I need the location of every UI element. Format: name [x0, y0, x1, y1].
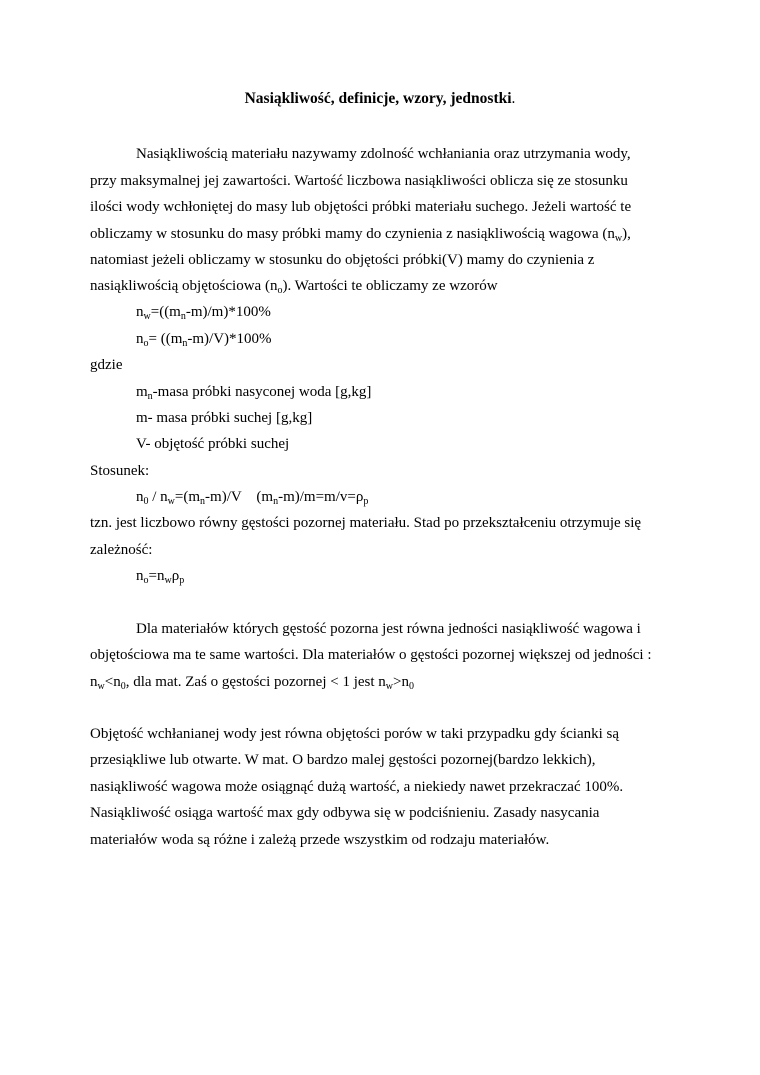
para1-line4: obliczamy w stosunku do masy próbki mamy do czynienia z nasiąkliwością wagowa $(n_w)$, [90, 226, 631, 244]
para1-line5: natomiast jeżeli obliczamy w stosunku do objętości próbki(V) mamy do czynienia z [90, 252, 595, 268]
para2-line1: Dla materiałów których gęstość pozorna jest równa jedności nasiąkliwość wagowa i [136, 621, 641, 637]
para3-line1: Objętość wchłanianej wody jest równa objętości porów w taki przypadku gdy ścianki są [90, 726, 620, 742]
definition-mn: $m_n$-masa próbki nasyconej woda [g,kg] [136, 384, 372, 402]
para2-line2: objętościowa ma te same wartości. Dla materiałów o gęstości pozornej większej od jedności : [90, 647, 652, 663]
ratio-formula: $n_0 / n_w=(m_n-m)/V$ $(m_n-m)/m=m/v=\rho_p$ [136, 489, 369, 507]
definition-m: m- masa próbki suchej [g,kg] [136, 410, 313, 426]
para1-line2: przy maksymalnej jej zawartości. Wartość liczbowa nasiąkliwości oblicza się ze stosunku [90, 173, 628, 189]
formula-no-relation: $n_o=n_w\rho_p$ [136, 568, 185, 586]
tzn-line2: zależność: [90, 542, 153, 558]
definition-v: V- objętość próbki suchej [136, 436, 290, 452]
formula-nw: $n_w=((m_n-m)/m)*100\%$ [136, 304, 271, 322]
para1-line3: ilości wody wchłoniętej do masy lub objętości próbki materiału suchego. Jeżeli wartość te [90, 199, 632, 215]
para3-line4: Nasiąkliwość osiąga wartość max gdy odbywa się w podciśnieniu. Zasady nasycania [90, 805, 600, 821]
formula-no: $n_o= ((m_n-m)/V)*100\%$ [136, 331, 272, 349]
para2-line3: $n_w<n_0$, dla mat. Zaś o gęstości pozornej < 1 jest $n_w>n_0$ [90, 674, 414, 692]
tzn-line1: tzn. jest liczbowo równy gęstości pozornej materiału. Stad po przekształceniu otrzymuje się [90, 515, 642, 531]
gdzie-label: gdzie [90, 357, 123, 373]
para3-line2: przesiąkliwe lub otwarte. W mat. O bardzo malej gęstości pozornej(bardzo lekkich), [90, 752, 596, 768]
para1-line6: nasiąkliwością objętościowa $(n_o)$. Wartości te obliczamy ze wzorów [90, 278, 498, 296]
para3-line5: materiałów woda są różne i zależą przede wszystkim od rodzaju materiałów. [90, 832, 550, 848]
para1-line1: Nasiąkliwością materiału nazywamy zdolność wchłaniania oraz utrzymania wody, [136, 146, 631, 162]
para3-line3: nasiąkliwość wagowa może osiągnąć dużą wartość, a niekiedy nawet przekraczać 100%. [90, 779, 624, 795]
document-title: Nasiąkliwość, definicje, wzory, jednostki. [244, 90, 516, 107]
stosunek-label: Stosunek: [90, 463, 150, 479]
